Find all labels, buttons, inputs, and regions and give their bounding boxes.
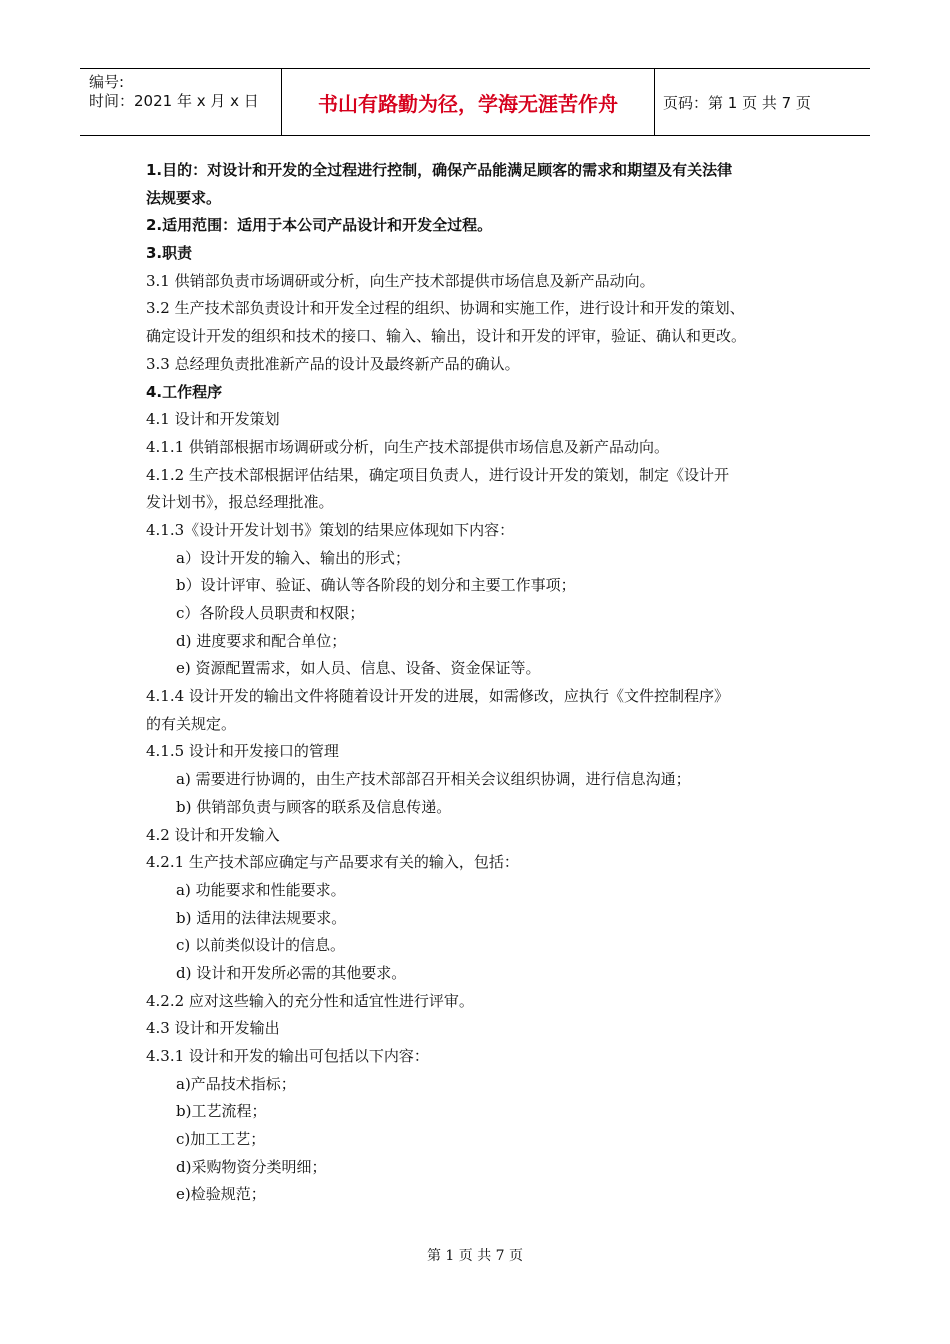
header-meta [80, 69, 282, 135]
document-number-label: 编号: [89, 73, 125, 91]
paragraph: 4.1.2 生产技术部根据评估结果，确定项目负责人，进行设计开发的策划，制定《设计开 [146, 465, 729, 484]
section-scope: 2.适用范围：适用于本公司产品设计和开发全过程。 [146, 216, 493, 235]
section-purpose: 1.目的：对设计和开发的全过程进行控制，确保产品能满足顾客的需求和期望及有关法律 [146, 161, 733, 179]
document-body [146, 157, 818, 1209]
paragraph: 3.2 生产技术部负责设计和开发全过程的组织、协调和实施工作，进行设计和开发的策划、 [146, 299, 745, 318]
paragraph: 4.2 设计和开发输入 [146, 825, 280, 844]
paragraph: 确定设计开发的组织和技术的接口、输入、输出，设计和开发的评审，验证、确认和更改。 [146, 327, 747, 346]
header-page-info: 页码：第 1 页 共 7 页 [663, 93, 811, 112]
paragraph: 4.3 设计和开发输出 [146, 1019, 280, 1038]
list-item: a）设计开发的输入、输出的形式； [176, 548, 410, 567]
list-item: c)加工工艺； [176, 1130, 266, 1149]
list-item: d)采购物资分类明细； [176, 1157, 327, 1176]
list-item: d) 进度要求和配合单位； [176, 631, 347, 650]
list-item: b) 供销部负责与顾客的联系及信息传递。 [176, 797, 452, 816]
paragraph: 4.1.1 供销部根据市场调研或分析，向生产技术部提供市场信息及新产品动向。 [146, 437, 669, 456]
paragraph: 3.1 供销部负责市场调研或分析，向生产技术部提供市场信息及新产品动向。 [146, 271, 655, 290]
list-item: b) 适用的法律法规要求。 [176, 908, 347, 927]
paragraph: 4.3.1 设计和开发的输出可包括以下内容： [146, 1047, 429, 1065]
list-item: e)检验规范； [176, 1185, 266, 1204]
list-item: b)工艺流程； [176, 1102, 267, 1121]
section-procedure: 4.工作程序 [146, 382, 223, 401]
paragraph: 4.2.1 生产技术部应确定与产品要求有关的输入，包括： [146, 853, 519, 872]
paragraph: 3.3 总经理负责批准新产品的设计及最终新产品的确认。 [146, 354, 520, 373]
list-item: d) 设计和开发所必需的其他要求。 [176, 963, 407, 982]
section-purpose-cont: 法规要求。 [146, 188, 222, 207]
section-responsibilities: 3.职责 [146, 244, 193, 263]
header-motto: 书山有路勤为径，学海无涯苦作舟 [282, 69, 655, 135]
list-item: c）各阶段人员职责和权限； [176, 604, 365, 622]
paragraph: 4.2.2 应对这些输入的充分性和适宜性进行评审。 [146, 991, 474, 1010]
list-item: b）设计评审、验证、确认等各阶段的划分和主要工作事项； [176, 576, 576, 595]
paragraph: 4.1 设计和开发策划 [146, 410, 280, 429]
paragraph: 的有关规定。 [146, 714, 237, 733]
page-footer: 第 1 页 共 7 页 [426, 1248, 524, 1264]
paragraph: 4.1.3《设计开发计划书》策划的结果应体现如下内容： [146, 520, 515, 539]
paragraph: 发计划书》，报总经理批准。 [146, 493, 334, 512]
paragraph: 4.1.5 设计和开发接口的管理 [146, 742, 339, 761]
paragraph: 4.1.4 设计开发的输出文件将随着设计开发的进展，如需修改，应执行《文件控制程序》 [146, 687, 729, 706]
list-item: a) 需要进行协调的，由生产技术部部召开相关会议组织协调，进行信息沟通； [176, 770, 691, 789]
list-item: a)产品技术指标； [176, 1074, 296, 1093]
list-item: c) 以前类似设计的信息。 [176, 936, 346, 955]
list-item: a) 功能要求和性能要求。 [176, 880, 346, 899]
document-time: 时间：2021 年 x 月 x 日 [89, 92, 259, 110]
document-header [80, 68, 870, 136]
list-item: e) 资源配置需求，如人员、信息、设备、资金保证等。 [176, 659, 541, 678]
